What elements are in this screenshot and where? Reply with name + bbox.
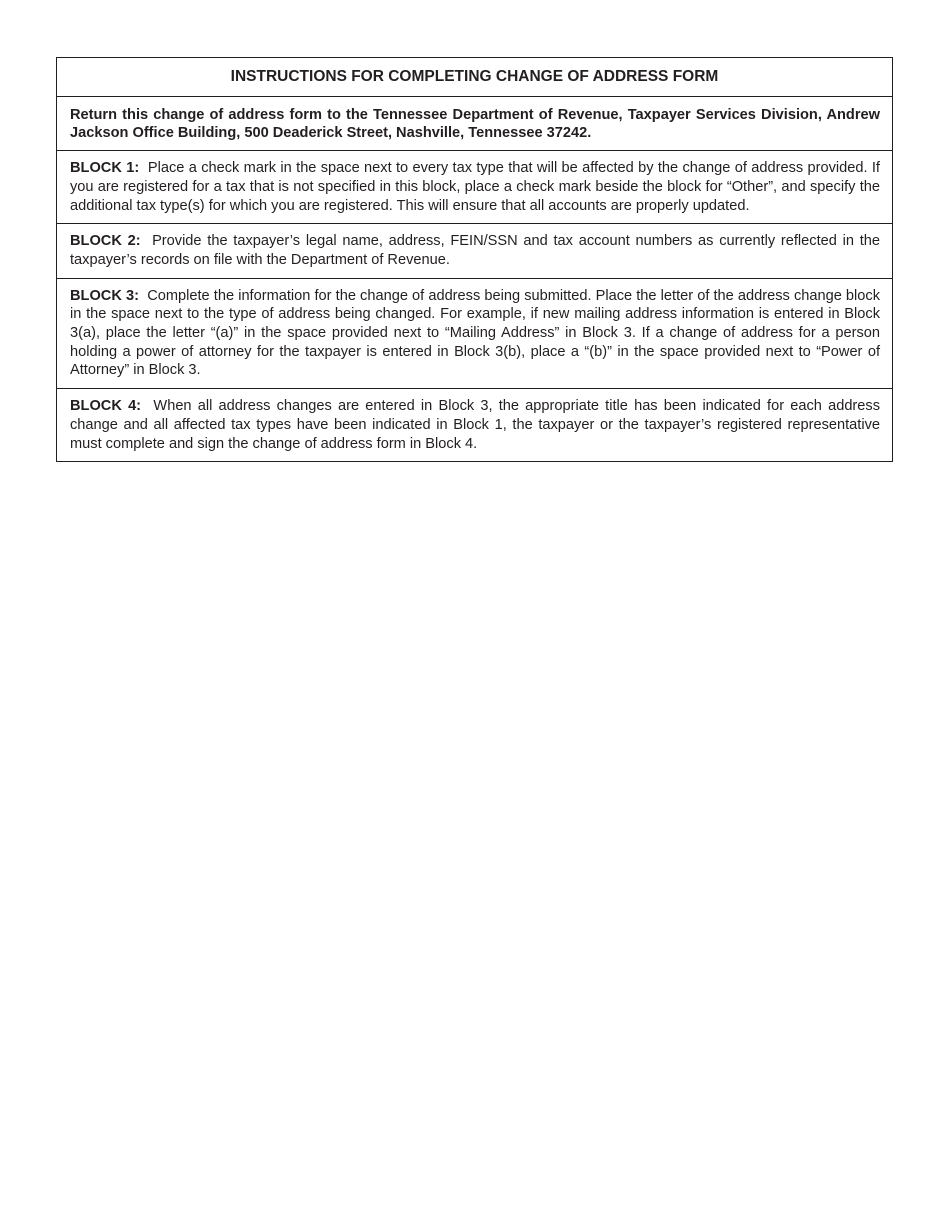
block-1-instructions [57,151,892,224]
instructions-box [56,57,893,462]
block-4-text: When all address changes are entered in Block 3, the appropriate title has been indicated for each address change and all affected tax types have been indicated in Block 1, the taxpayer or the taxpayer’s registered representative must complete and sign the change of address form in Block 4. [70,398,881,452]
block-2-instructions [57,224,892,278]
block-2-text: Provide the taxpayer’s legal name, address, FEIN/SSN and tax account numbers as currently reflected in the taxpayer’s records on file with the Department of Revenue. [70,233,880,268]
block-2-label: BLOCK 2: [70,233,141,250]
form-title: INSTRUCTIONS FOR COMPLETING CHANGE OF ADDRESS FORM [57,58,892,97]
block-4-instructions [57,389,892,461]
block-1-label: BLOCK 1: [70,160,140,177]
return-address-notice: Return this change of address form to the Tennessee Department of Revenue, Taxpayer Services Division, Andrew Jackson Office Building, 500 Deaderick Street, Nashville, Tennessee 37242. [57,97,892,151]
block-3-text: Complete the information for the change of address being submitted. Place the letter of the address change block in the space next to the type of address being changed. For example, if new mailing address information is entered in Block 3(a), place the letter “(a)” in the space provided next to “Mailing Address” in Block 3. If a change of address for a person holding a power of attorney for the taxpayer is entered in Block 3(b), place a “(b)” in the space provided next to “Power of Attorney” in Block 3. [70,287,881,379]
block-4-label: BLOCK 4: [70,398,142,415]
block-3-label: BLOCK 3: [70,287,139,304]
block-3-instructions [57,279,892,390]
block-1-text: Place a check mark in the space next to every tax type that will be affected by the change of address provided. If you are registered for a tax that is not specified in this block, place a check mark beside the block for “Other”, and specify the additional tax type(s) for which you are registered. This will ensure that all accounts are properly updated. [70,160,880,214]
